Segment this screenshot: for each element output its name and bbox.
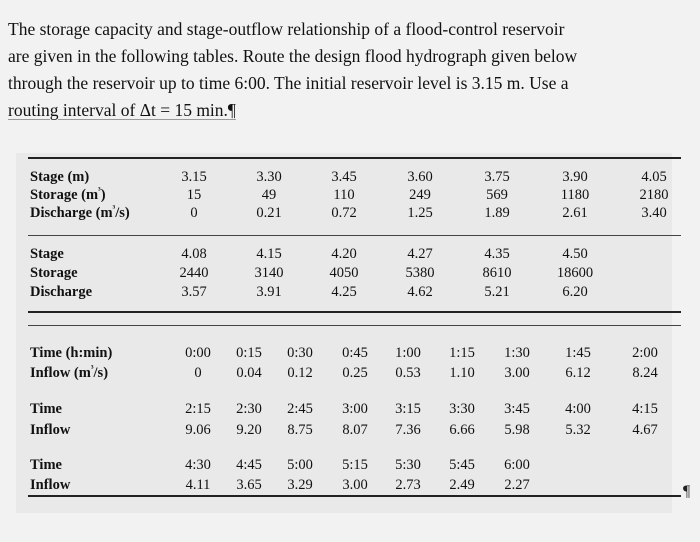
table-cell: 9.20 [236,422,262,438]
row-label-inflow: Inflow [30,422,71,438]
table-cell: 1.89 [484,205,510,221]
table-cell: 4.25 [331,284,357,300]
table-cell: 569 [486,187,508,203]
table-cell: 1.25 [407,205,433,221]
table-cell: 4:00 [565,401,591,417]
table-cell: 4.27 [407,246,433,262]
table-cell: 8.07 [342,422,368,438]
problem-line-2: are given in the following tables. Route the design flood hydrograph given below [8,46,578,66]
table-cell: 249 [409,187,431,203]
table-cell: 4:30 [185,457,211,473]
table-cell: 2.49 [449,477,475,493]
table-cell: 3:00 [342,401,368,417]
table-cell: 2:00 [632,345,658,361]
problem-line-1: The storage capacity and stage-outflow relationship of a flood-control reservoir [8,19,565,39]
table-cell: 4.62 [407,284,433,300]
row-label-stage-m: Stage (m) [30,169,90,185]
table-cell: 5:30 [395,457,421,473]
row-label-inflow: Inflow [30,477,71,493]
table-cell: 3.90 [562,169,588,185]
table-cell: 2.73 [395,477,421,493]
table-cell: 4.20 [331,246,357,262]
table-cell: 3.40 [641,205,667,221]
table-cell: 3:30 [449,401,475,417]
table-cell: 4050 [329,265,359,281]
problem-line-4: routing interval of Δt = 15 min.¶ [8,100,236,120]
table-cell: 0.53 [395,365,421,381]
row-label-storage: Storage [30,265,78,281]
table-cell: 0.25 [342,365,368,381]
table-cell: 3:45 [504,401,530,417]
table-cell: 0:45 [342,345,368,361]
row-label-time: Time [30,401,62,417]
table-cell: 3.60 [407,169,433,185]
row-label-stage: Stage [30,246,64,262]
table-rule-bottom [28,495,681,497]
table-cell: 3.45 [331,169,357,185]
table-cell: 2.61 [562,205,588,221]
table-cell: 4.11 [185,477,211,493]
table-cell: 1.10 [449,365,475,381]
row-label-discharge: Discharge [30,284,93,300]
table-cell: 4.15 [256,246,282,262]
table-cell: 3.30 [256,169,282,185]
table-cell: 5:45 [449,457,475,473]
table-cell: 2:45 [287,401,313,417]
table-cell: 5.32 [565,422,591,438]
table-cell: 3.75 [484,169,510,185]
row-label-time: Time [30,457,62,473]
table-cell: 3.00 [342,477,368,493]
table-cell: 4.67 [632,422,658,438]
table-cell: 4:45 [236,457,262,473]
table-cell: 15 [186,187,202,203]
table-cell: 0.04 [236,365,262,381]
table-rule [28,235,681,236]
table-cell: 1:00 [395,345,421,361]
table-cell: 8610 [482,265,512,281]
table-cell: 1180 [560,187,590,203]
table-cell: 3140 [254,265,284,281]
table-cell: 0:15 [236,345,262,361]
table-rule [28,311,681,313]
table-cell: 4.05 [641,169,667,185]
table-cell: 2:30 [236,401,262,417]
table-cell: 1:30 [504,345,530,361]
table-cell: 0.21 [256,205,282,221]
table-cell: 3.65 [236,477,262,493]
table-cell: 2.27 [504,477,530,493]
table-cell: 2440 [179,265,209,281]
table-cell: 0 [190,205,198,221]
table-cell: 4.35 [484,246,510,262]
table-cell: 7.36 [395,422,421,438]
table-cell: 9.06 [185,422,211,438]
table-rule-top [28,157,681,159]
table-cell: 8.24 [632,365,658,381]
data-tables [16,153,672,513]
table-cell: 3.57 [181,284,207,300]
table-cell: 3.91 [256,284,282,300]
table-cell: 4.08 [181,246,207,262]
table-cell: 0.12 [287,365,313,381]
table-cell: 4:15 [632,401,658,417]
table-cell: 4.50 [562,246,588,262]
table-cell: 1:15 [449,345,475,361]
table-cell: 6:00 [504,457,530,473]
table-cell: 5.98 [504,422,530,438]
table-cell: 18600 [556,265,594,281]
problem-statement [8,16,688,124]
table-cell: 1:45 [565,345,591,361]
table-cell: 5380 [405,265,435,281]
table-cell: 49 [261,187,277,203]
table-cell: 0:30 [287,345,313,361]
table-cell: 0 [194,365,202,381]
table-cell: 2:15 [185,401,211,417]
table-cell: 110 [333,187,355,203]
table-cell: 0.72 [331,205,357,221]
table-cell: 3.15 [181,169,207,185]
table-cell: 2180 [639,187,669,203]
row-label-time-hmin: Time (h:min) [30,345,113,361]
table-cell: 8.75 [287,422,313,438]
table-cell: 5.21 [484,284,510,300]
problem-line-3: through the reservoir up to time 6:00. The initial reservoir level is 3.15 m. Use a [8,73,569,93]
table-cell: 0:00 [185,345,211,361]
table-cell: 6.20 [562,284,588,300]
table-cell: 6.66 [449,422,475,438]
row-label-discharge-m3s: Discharge $(m^{^3}/s)$ [30,203,130,221]
row-label-inflow-m3s: Inflow $(m^{^3}/s)$ [30,363,109,381]
table-cell: 3.00 [504,365,530,381]
table-rule [28,325,681,326]
table-cell: 5:00 [287,457,313,473]
pilcrow-mark: ¶ [683,483,691,500]
table-cell: 6.12 [565,365,591,381]
table-cell: 3.29 [287,477,313,493]
row-label-storage-m3: Storage $(m^{^3})$ [30,185,106,203]
table-cell: 5:15 [342,457,368,473]
table-cell: 3:15 [395,401,421,417]
